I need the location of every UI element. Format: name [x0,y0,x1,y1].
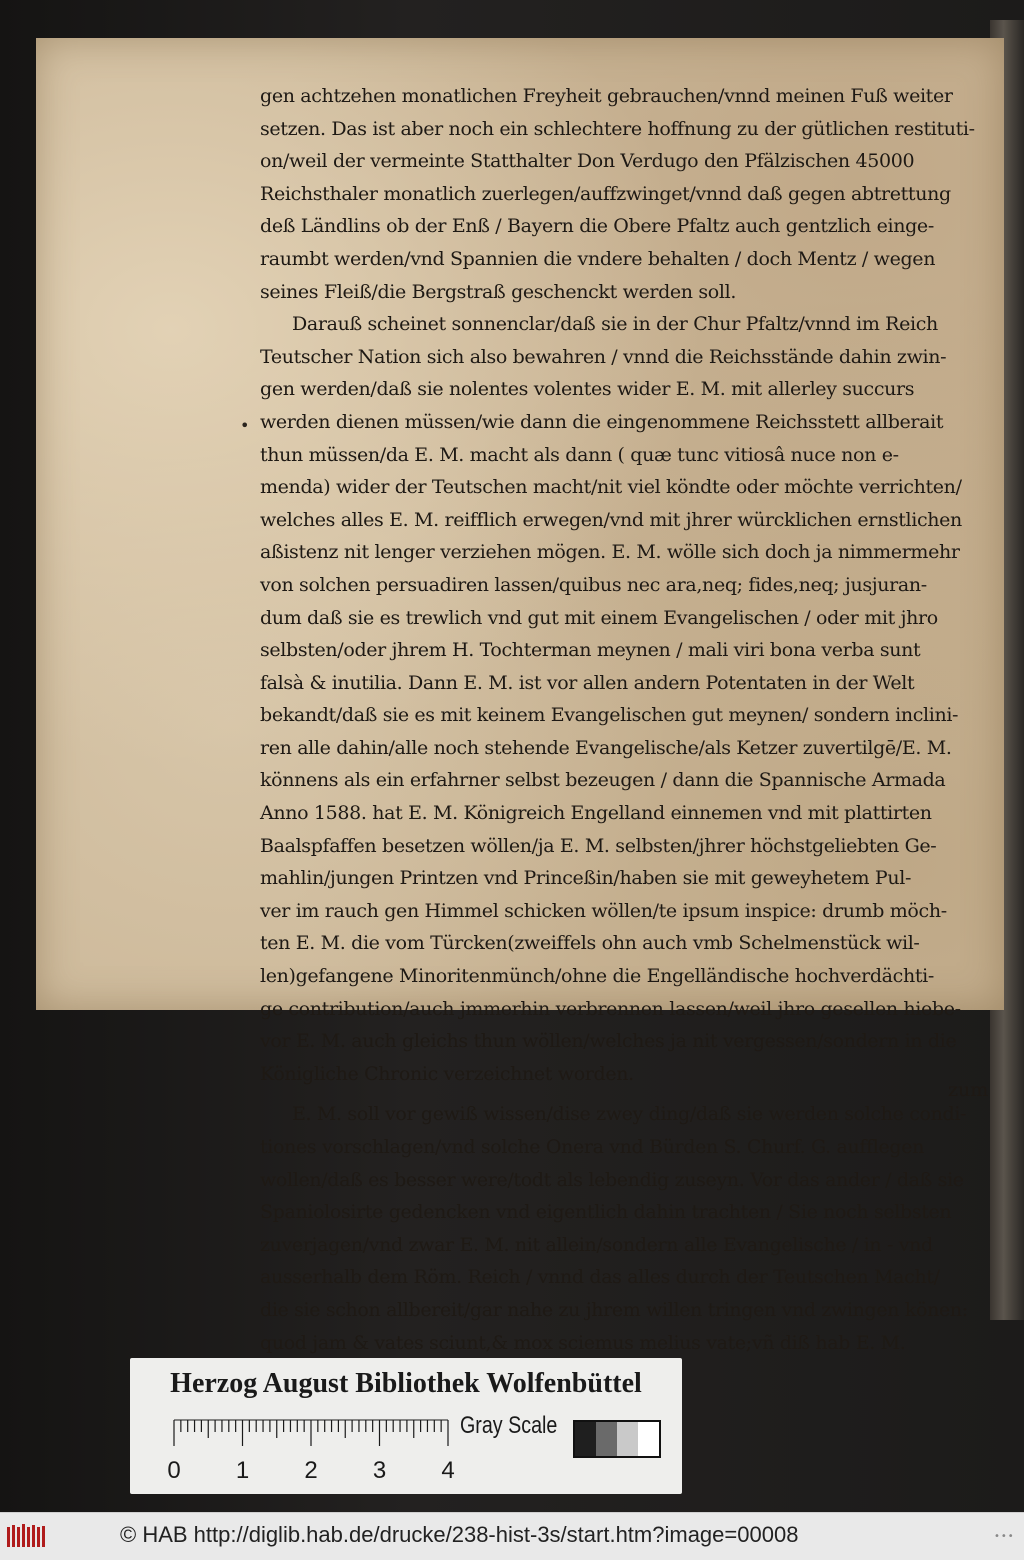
card-title: Herzog August Bibliothek Wolfenbüttel [170,1368,642,1399]
hab-logo-icon [6,1523,48,1549]
footer-bar [0,1512,1024,1560]
text-line: thun müssen/da E. M. macht als dann ( quæ tunc vitiosâ nuce non e- [260,443,899,466]
ruler-label: 1 [235,1457,250,1484]
gray-swatch [638,1422,659,1456]
text-line: bekandt/daß sie es mit keinem Evangelischen gut meynen/ sondern inclini- [260,704,959,727]
text-line: könnens als ein erfahrner selbst bezeugen / dann die Spannische Armada [260,769,946,792]
text-line: mahlin/jungen Printzen vnd Princeßin/haben sie mit geweyhetem Pul- [260,867,912,890]
text-line: ren alle dahin/alle noch stehende Evangelische/als Ketzer zuvertilgē/E. M. [260,736,952,759]
text-line: gen achtzehen monatlichen Freyheit gebrauchen/vnnd meinen Fuß weiter [260,85,953,107]
text-line: die sie schon allbereit/gar nahe zu jhrem willen tringen vnd zwingen könen: [260,1298,968,1321]
text-line: ausserhalb dem Röm. Reich / vnnd das alles durch der Teutschen Macht/ [260,1266,940,1289]
ruler-label: 0 [167,1457,181,1484]
text-line: deß Ländlins ob der Enß / Bayern die Obere Pfaltz auch gentzlich einge- [260,215,934,238]
text-line: Reichsthaler monatlich zuerlegen/auffzwinget/vnnd daß gegen abtrettung [260,182,951,205]
footer-url-text: © HAB http://diglib.hab.de/drucke/238-hist-3s/start.htm?image=00008 [120,1522,799,1547]
text-line: gen werden/daß sie nolentes volentes wider E. M. mit allerley succurs [260,378,915,401]
text-line: raumbt werden/vnd Spannien die vndere behalten / doch Mentz / wegen [260,247,936,270]
gray-swatch [575,1422,596,1456]
text-line: falsà & inutilia. Dann E. M. ist vor allen andern Potentaten in der Welt [260,671,915,694]
ruler-label: 3 [372,1457,387,1484]
text-line: tiones vorschlagen/vnd solche Onera vnd Bürden S. Churf. G. aufflegen [260,1136,924,1158]
text-line: E. M. soll vor gewiß wissen/dise zwey ding/daß sie werden solche condi- [292,1103,967,1126]
text-line: welches alles E. M. reifflich erwegen/vnd mit jhrer würcklichen ernstlichen [260,508,962,531]
text-line: zuverjagen/vnd zwar E. M. nit allein/sondern alle Evangelische / in - vnd [260,1233,933,1256]
text-line: quod jam & vates sciunt,& mox sciemus melius vate;vñ diß hab E. M. [260,1331,906,1354]
text-line: vor E. M. auch gleichs thun wöllen/welches ja nit vergessen/sondern in die [260,1030,957,1053]
text-line: werden dienen müssen/wie dann die eingenommene Reichsstett allberait [260,410,944,433]
margin-mark: • [240,416,250,435]
text-line: dum daß sie es trewlich vnd gut mit einem Evangelischen / oder mit jhro [260,606,938,629]
text-line: Anno 1588. hat E. M. Königreich Engelland einnemen vnd mit plattirten [260,802,932,825]
text-line: selbsten/oder jhrem H. Tochterman meynen / mali viri bona verba sunt [260,639,921,662]
text-line: aßistenz nit lenger verziehen mögen. E. M. wölle sich doch ja nimmermehr [260,541,960,564]
text-line: wollen/daß es besser were/todt als lebendig zuseyn. Vor das ander / daß sie [260,1168,964,1191]
paragraph-gap [260,1090,996,1098]
page-text [260,80,996,1359]
text-line: seines Fleiß/die Bergstraß geschenckt werden soll. [260,280,737,303]
catchword: zum [948,1079,989,1101]
text-line: Königliche Chronic verzeichnet worden. [260,1062,634,1085]
text-line: Spaniolosirte gedencken vnd eigentlich dahin trachten / Sie noch selbsten [260,1201,952,1224]
gray-swatch [596,1422,617,1456]
text-line: ver im rauch gen Himmel schicken wöllen/te ipsum inspice: drumb möch- [260,899,947,922]
color-card [130,1358,682,1494]
text-line: ge contribution/auch jmmerhin verbrennen lassen/weil jhro gesellen hiebe- [260,997,961,1020]
ruler-label: 4 [441,1457,455,1484]
text-line: Darauß scheinet sonnenclar/daß sie in der Chur Pfaltz/vnnd im Reich [292,313,938,336]
text-line: on/weil der vermeinte Statthalter Don Verdugo den Pfälzischen 45000 [260,150,915,173]
text-line: len)gefangene Minoritenmünch/ohne die Engelländische hochverdächti- [260,965,934,988]
text-line: Teutscher Nation sich also bewahren / vnnd die Reichsstände dahin zwin- [260,345,947,368]
ruler-label: 2 [304,1457,318,1484]
text-line: von solchen persuadiren lassen/quibus nec ara,neq; fides,neq; jusjuran- [260,573,927,596]
text-line: ten E. M. die vom Türcken(zweiffels ohn auch vmb Schelmenstück wil- [260,932,920,955]
text-line: Baalspfaffen besetzen wöllen/ja E. M. selbsten/jhrer höchstgeliebten Ge- [260,834,937,857]
gray-swatch [617,1422,638,1456]
more-icon[interactable]: ••• [994,1531,1015,1542]
gray-scale-label: Gray Scale [460,1412,558,1439]
text-line: menda) wider der Teutschen macht/nit viel köndte oder möchte verrichten/ [260,476,962,499]
margin-fragments [998,0,1024,1100]
gray-scale-swatches [573,1420,661,1458]
text-line: setzen. Das ist aber noch ein schlechtere hoffnung zu der gütlichen restituti- [260,117,975,140]
